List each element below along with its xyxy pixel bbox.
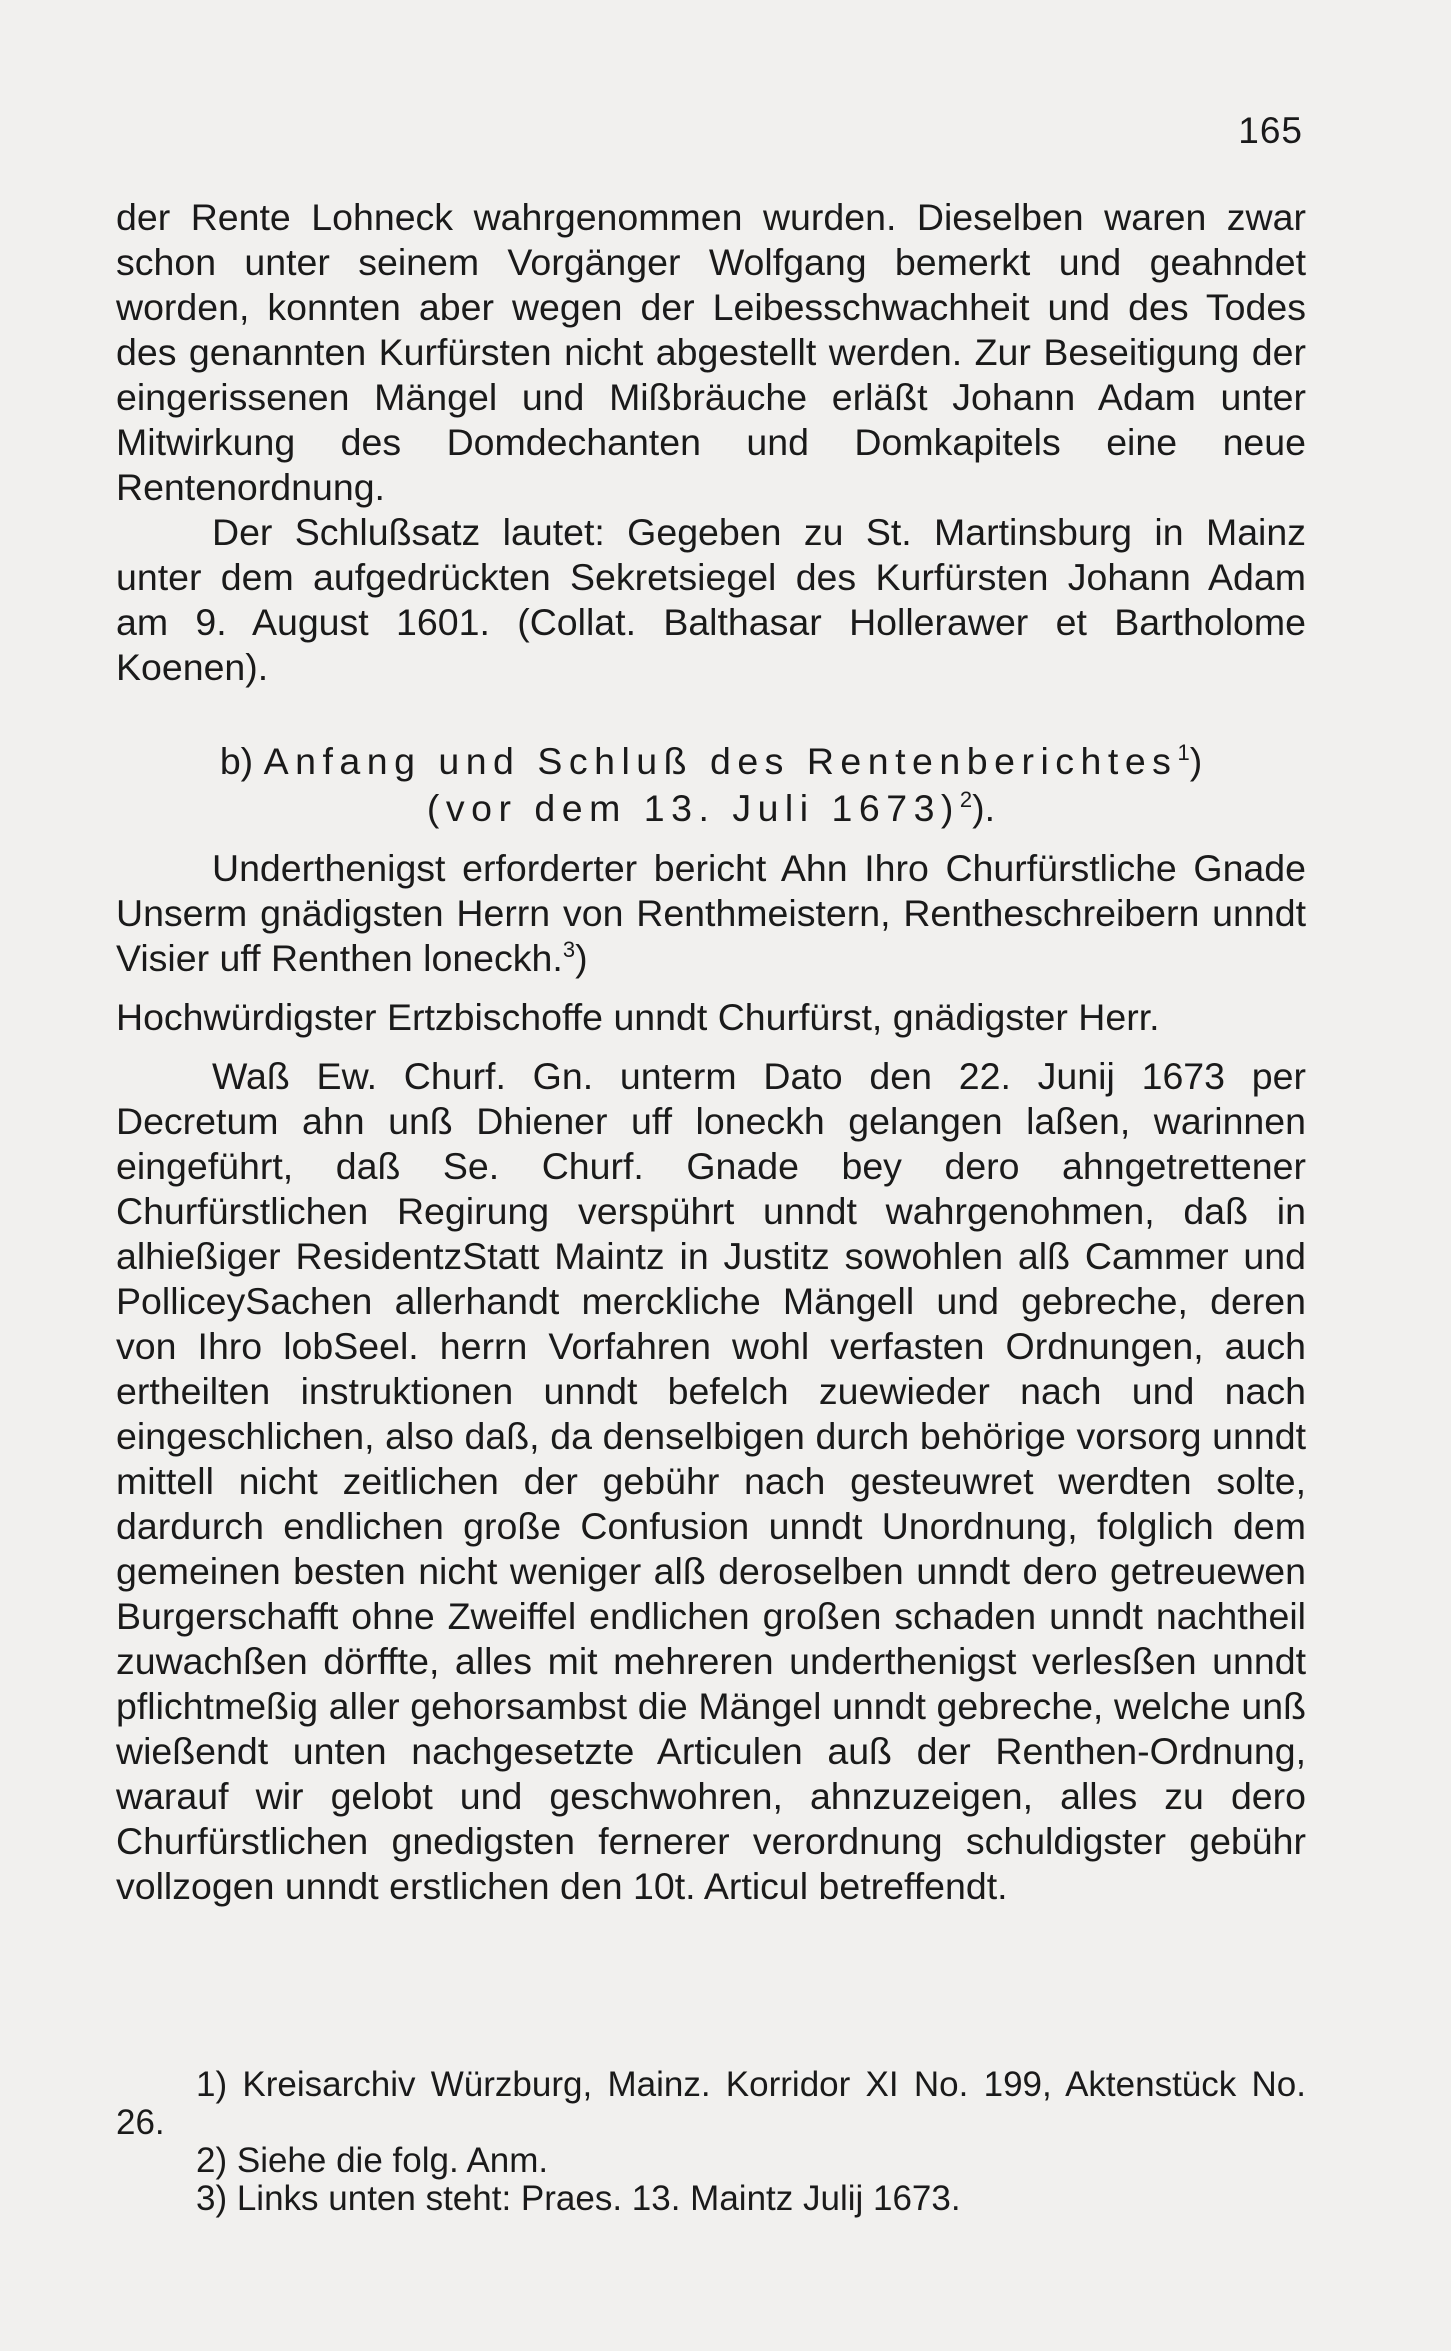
footnote-ref-1: 1 <box>1177 740 1190 765</box>
document-body: Waß Ew. Churf. Gn. unterm Dato den 22. Junij 1673 per Decretum ahn unß Dhiener uff loneckh gelangen laßen, warinnen eingeführt, daß Se. Churf. Gnade bey dero ahngetrettener Churfürstlichen Regirung verspührt unndt wahrgenohmen, daß in alhießiger ResidentzStatt Maintz in Justitz sowohlen alß Cammer und PolliceySachen allerhandt merckliche Mängell und gebreche, deren von Ihro lobSeel. herrn Vorfahren wohl verfasten Ordnungen, auch ertheilten instruktionen unndt befelch zuewieder nach und nach eingeschlichen, also daß, da denselbigen durch behörige vorsorg unndt mittell nicht zeitlichen der gebühr nach gesteuwret werdten solte, dardurch endlichen große Confusion unndt Unordnung, folglich dem gemeinen besten nicht weniger alß deroselben unndt dero getreuewen Burgerschafft ohne Zweiffel endlichen großen schaden unndt nachtheil zuwachßen dörffte, alles mit mehreren underthenigst verlesßen unndt pflichtmeßig aller gehorsambst die Mängel unndt gebreche, welche unß wießendt unten nachgesetzte Articulen auß der Renthen-Ordnung, warauf wir gelobt und geschwohren, ahnzuzeigen, alles zu dero Churfürstlichen gnedigsten fernerer verordnung schuldigster gebühr vollzogen unndt erstlichen den 10t. Articul betreffendt. <box>116 1055 1306 1907</box>
page-number: 165 <box>1238 110 1303 151</box>
heading-title: Anfang und Schluß des Rentenberichtes <box>263 740 1178 782</box>
document-salutation: Hochwürdigster Ertzbischoffe unndt Churfürst, gnädigster Herr. <box>116 996 1160 1038</box>
footnote-2: 2) Siehe die folg. Anm. <box>196 2141 549 2180</box>
heading-date: (vor dem 13. Juli 1673) <box>426 787 960 829</box>
paragraph-continuation: der Rente Lohneck wahrgenommen wurden. Dieselben waren zwar schon unter seinem Vorgänger Wolfgang bemerkt und geahndet worden, konnten aber wegen der Leibesschwachheit und des Todes des genannten Kurfürsten nicht abgestellt werden. Zur Beseitigung der eingerissenen Mängel und Mißbräuche erläßt Johann Adam unter Mitwirkung des Domdechanten und Domkapitels eine neue Rentenordnung. <box>116 196 1306 508</box>
heading-line-1: b) Anfang und Schluß des Rentenberichtes$^1$) <box>219 740 1203 782</box>
footnote-1: 1) Kreisarchiv Würzburg, Mainz. Korridor XI No. 199, Aktenstück No. 26. <box>116 2065 1306 2142</box>
footnote-ref-2: 2 <box>959 787 973 812</box>
footnote-3: 3) Links unten steht: Praes. 13. Maintz Julij 1673. <box>196 2179 961 2218</box>
footnotes <box>116 2066 1306 2218</box>
paragraph-closing-clause: Der Schlußsatz lautet: Gegeben zu St. Martinsburg in Mainz unter dem aufgedrückten Sekretsiegel des Kurfürsten Johann Adam am 9. August 1601. (Collat. Balthasar Hollerawer et Bartholome Koenen). <box>116 511 1306 688</box>
section-heading <box>116 738 1306 832</box>
main-text <box>116 195 1306 1909</box>
footnote-ref-3: 3 <box>562 937 576 962</box>
document-address: Underthenigst erforderter bericht Ahn Ihro Churfürstliche Gnade Unserm gnädigsten Herrn von Renthmeistern, Rentheschreibern unndt Visier uff Renthen loneckh.$^3$) <box>116 847 1306 979</box>
heading-line-2: (vor dem 13. Juli 1673)$^2$). <box>426 787 996 829</box>
